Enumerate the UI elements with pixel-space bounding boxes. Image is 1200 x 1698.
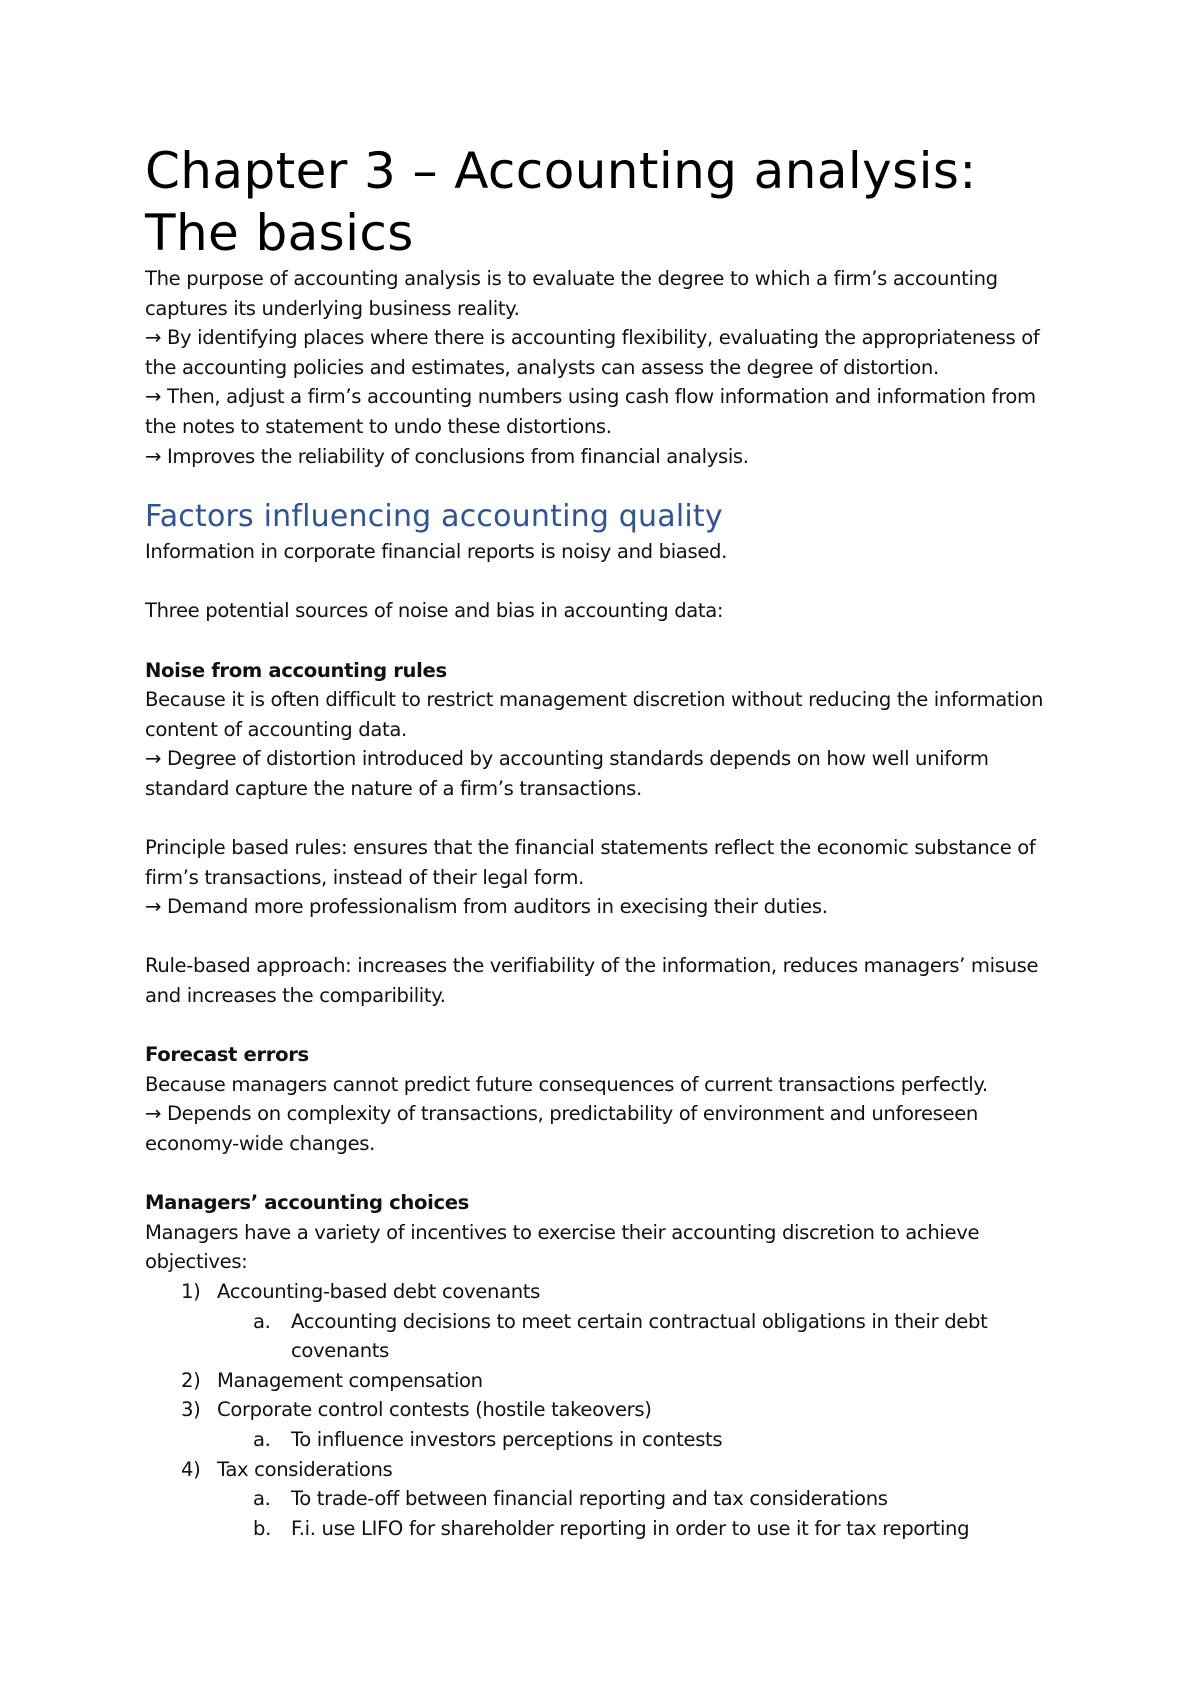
forecast-heading: Forecast errors [145, 1043, 309, 1067]
managers-intro: Managers have a variety of incentives to exercise their accounting discretion to achieve objectives: [145, 1220, 980, 1274]
sub-list-item [145, 1425, 1065, 1455]
list-item-text: Accounting decisions to meet certain contractual obligations in their debt covenants [291, 1309, 988, 1363]
list-marker: b. [253, 1516, 271, 1540]
list-item [145, 1366, 1065, 1396]
section-heading: Factors influencing accounting quality [145, 499, 723, 535]
list-marker: 2) [181, 1368, 201, 1392]
paragraph-gap [145, 626, 1065, 656]
section-intro: Information in corporate financial reports is noisy and biased. [145, 540, 727, 564]
sub-list-item [145, 1484, 1065, 1514]
principle-paragraph: Principle based rules: ensures that the financial statements reflect the economic substance of firm’s transactions, instead of their legal form. [145, 836, 1036, 889]
noise-heading: Noise from accounting rules [145, 658, 447, 682]
list-item [145, 1395, 1065, 1425]
list-marker: a. [253, 1427, 271, 1451]
list-item-text: Corporate control contests (hostile takeovers) [217, 1398, 652, 1422]
intro-arrow-point: → Improves the reliability of conclusions from financial analysis. [145, 444, 749, 468]
sub-list-item [145, 1514, 1065, 1544]
list-item-text: Tax considerations [217, 1457, 393, 1481]
list-marker: a. [253, 1487, 271, 1511]
list-item-text: Management compensation [217, 1368, 483, 1392]
list-item-text: F.i. use LIFO for shareholder reporting in order to use it for tax reporting [291, 1516, 970, 1540]
paragraph-gap [145, 804, 1065, 834]
intro-paragraph: The purpose of accounting analysis is to evaluate the degree to which a firm’s accounting captures its underlying business reality. [145, 267, 998, 320]
managers-heading: Managers’ accounting choices [145, 1191, 469, 1215]
forecast-arrow-point: → Depends on complexity of transactions, predictability of environment and unforeseen economy-wide changes. [145, 1102, 978, 1156]
noise-arrow-point: → Degree of distortion introduced by accounting standards depends on how well uniform standard capture the nature of a firm’s transactions. [145, 747, 989, 800]
intro-arrow-point: → By identifying places where there is accounting flexibility, evaluating the appropriateness of the accounting policies and estimates, analysts can assess the degree of distortion. [145, 326, 1040, 379]
title-line-2: The basics [145, 204, 414, 262]
intro-arrow-point: → Then, adjust a firm’s accounting numbers using cash flow information and information from the notes to statement to undo these distortions. [145, 385, 1036, 438]
title-line-1: Chapter 3 – Accounting analysis: [145, 142, 977, 200]
document-body [145, 140, 1065, 1543]
list-item-text: To trade-off between financial reporting and tax considerations [291, 1487, 888, 1511]
principle-arrow-point: → Demand more professionalism from auditors in execising their duties. [145, 895, 828, 919]
paragraph-gap [145, 567, 1065, 597]
list-marker: 3) [181, 1398, 201, 1422]
list-marker: a. [253, 1309, 271, 1333]
list-marker: 4) [181, 1457, 201, 1481]
list-item-text: Accounting-based debt covenants [217, 1280, 540, 1303]
list-item [145, 1455, 1065, 1485]
forecast-paragraph: Because managers cannot predict future consequences of current transactions perfectly. [145, 1072, 988, 1096]
page-title [145, 140, 1065, 264]
list-item [145, 1277, 1065, 1307]
paragraph-gap [145, 1011, 1065, 1041]
sources-intro: Three potential sources of noise and bias in accounting data: [145, 599, 724, 623]
list-marker: 1) [181, 1280, 201, 1303]
paragraph-gap [145, 922, 1065, 952]
paragraph-gap [145, 1159, 1065, 1189]
list-item-text: To influence investors perceptions in contests [291, 1427, 723, 1451]
rule-paragraph: Rule-based approach: increases the verifiability of the information, reduces managers’ misuse and increases the comparibility. [145, 954, 1039, 1008]
noise-paragraph: Because it is often difficult to restrict management discretion without reducing the information content of accounting data. [145, 688, 1044, 741]
sub-list-item [145, 1307, 1065, 1366]
incentives-list [145, 1277, 1065, 1543]
